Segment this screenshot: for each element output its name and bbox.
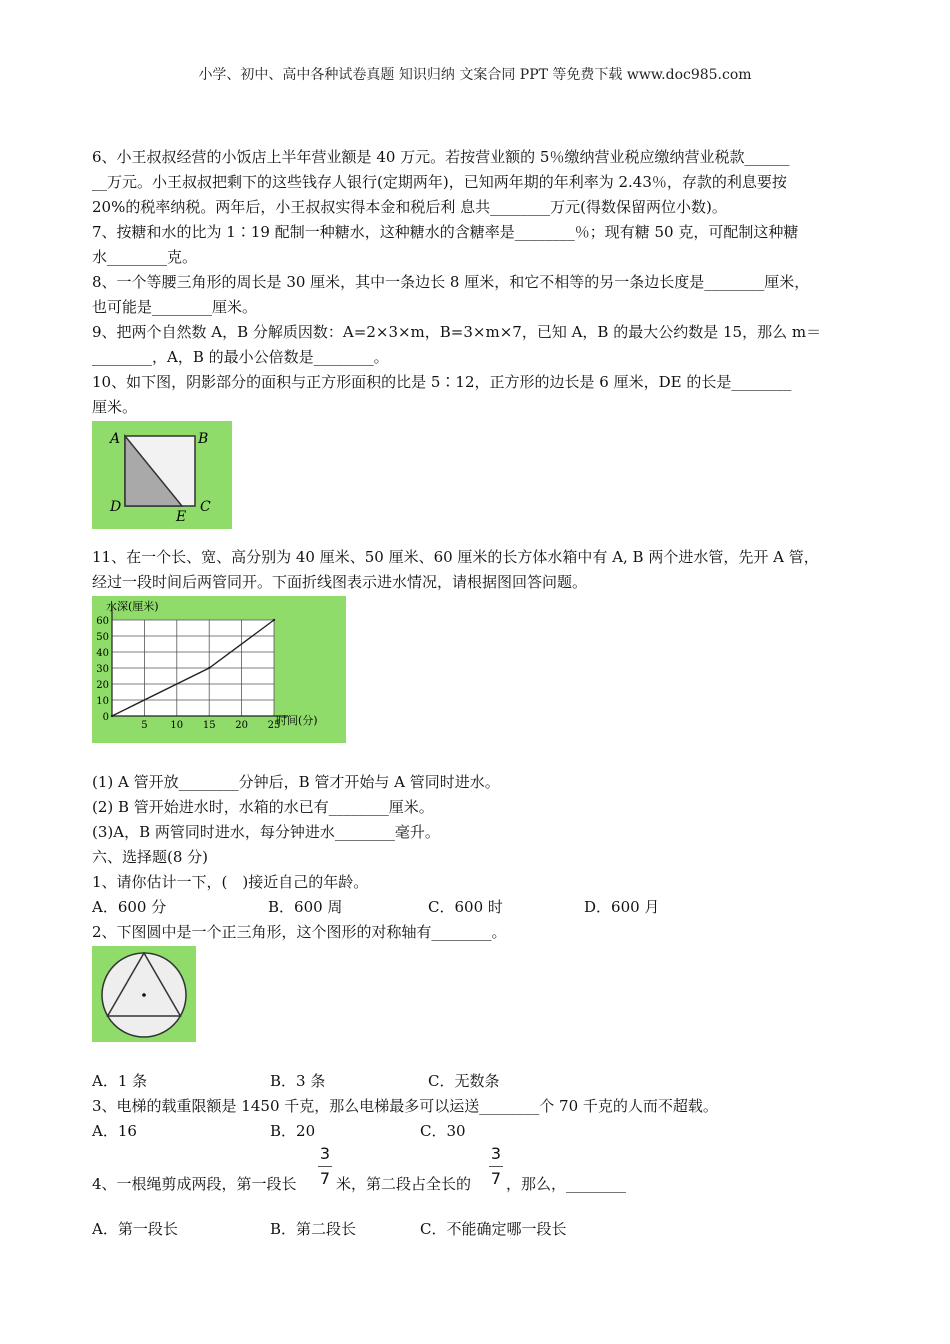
chart-svg [92,596,346,743]
q11-sub-2: (2) B 管开始进水时，水箱的水已有________厘米。 [92,798,434,816]
q7-line-2: 水________克。 [92,248,198,266]
chart-ytick-label: 10 [96,696,109,707]
fraction-2-numerator: 3 [490,1144,502,1163]
fraction-2 [489,1144,503,1189]
chart-xtick-label: 20 [235,720,248,731]
square-figure [92,421,232,529]
section-title: 六、选择题(8 分) [92,848,209,866]
q4-option-c: C．不能确定哪一段长 [420,1220,567,1238]
q8-line-2: 也可能是________厘米。 [92,298,258,316]
label-a: A [110,431,121,447]
water-depth-chart [92,596,346,743]
choice-q3: 3、电梯的载重限额是 1450 千克，那么电梯最多可以运送________个 70 千克的人而不超载。 [92,1097,718,1115]
chart-ytick-label: 0 [102,712,109,723]
fraction-1-bar [318,1166,332,1167]
center-dot [142,993,146,997]
q8-line-1: 8、一个等腰三角形的周长是 30 厘米，其中一条边长 8 厘米，和它不相等的另一条边长度是________厘米， [92,273,810,291]
fraction-1-denominator: 7 [319,1169,331,1188]
q6-line-3: 20%的税率纳税。两年后，小王叔叔实得本金和税后利 息共________万元(得数保留两位小数)。 [92,198,727,216]
chart-xtick-label: 10 [170,720,184,731]
q2-option-c: C．无数条 [428,1072,500,1090]
q11-line-2: 经过一段时间后两管同开。下面折线图表示进水情况，请根据图回答问题。 [92,573,588,591]
chart-ytick-label: 20 [96,680,109,691]
q6-line-1: 6、小王叔叔经营的小饭店上半年营业额是 40 万元。若按营业额的 5％缴纳营业税应缴纳营业税款______ [92,148,790,166]
q2-option-b: B．3 条 [270,1072,326,1090]
q9-line-1: 9、把两个自然数 A，B 分解质因数：A=2×3×m，B=3×m×7，已知 A，B 的最大公约数是 15，那么 m＝ [92,323,822,341]
chart-ytick-label: 40 [96,648,109,659]
fraction-2-bar [489,1166,503,1167]
q2-option-a: A．1 条 [92,1072,148,1090]
label-b: B [198,431,209,447]
q4-text-1: 4、一根绳剪成两段，第一段长 [92,1175,297,1193]
square-figure-svg [92,421,232,529]
chart-xtick-label: 25 [267,720,281,731]
chart-ytick-label: 30 [96,664,109,675]
q1-option-c: C．600 时 [428,898,503,916]
chart-xtick-label: 15 [202,720,216,731]
fraction-1 [318,1144,332,1189]
chart-data-point [208,667,210,669]
fraction-2-denominator: 7 [490,1169,502,1188]
chart-ytick-label: 50 [96,632,109,643]
q1-option-a: A．600 分 [92,898,167,916]
label-c: C [200,499,211,515]
chart-data-point [111,715,113,717]
q1-option-d: D．600 月 [584,898,660,916]
q11-sub-3: (3)A，B 两管同时进水，每分钟进水________毫升。 [92,823,440,841]
page-header: 小学、初中、高中各种试卷真题 知识归纳 文案合同 PPT 等免费下载 www.doc985.com [198,67,752,83]
chart-data-point [273,619,275,621]
label-e: E [176,509,187,525]
choice-q1: 1、请你估计一下，( )接近自己的年龄。 [92,873,369,891]
chart-ylabel: 水深(厘米) [106,600,159,613]
q3-option-a: A．16 [92,1122,137,1140]
q10-line-2: 厘米。 [92,398,138,416]
circle-triangle-svg [92,946,196,1042]
q3-option-c: C．30 [420,1122,466,1140]
q11-sub-1: (1) A 管开放________分钟后，B 管才开始与 A 管同时进水。 [92,773,500,791]
chart-xtick-label: 5 [141,720,148,731]
q4-text-2: 米，第二段占全长的 [336,1175,472,1193]
label-d: D [110,499,122,515]
q10-line-1: 10、如下图，阴影部分的面积与正方形面积的比是 5∶12，正方形的边长是 6 厘米，DE 的长是________ [92,373,792,391]
q1-option-b: B．600 周 [268,898,343,916]
chart-xlabel: 时间(分) [276,714,318,727]
choice-q2: 2、下图圆中是一个正三角形，这个图形的对称轴有________。 [92,923,507,941]
q4-text-3: ，那么，________ [506,1175,627,1193]
q6-line-2: __万元。小王叔叔把剩下的这些钱存人银行(定期两年)，已知两年期的年利率为 2.43％，存款的利息要按 [92,173,787,191]
q9-line-2: ________，A，B 的最小公倍数是________。 [92,348,389,366]
circle-triangle-figure [92,946,196,1042]
q4-option-a: A．第一段长 [92,1220,178,1238]
chart-ytick-label: 60 [96,616,109,627]
q7-line-1: 7、按糖和水的比为 1∶19 配制一种糖水，这种糖水的含糖率是________％；现有糖 50 克，可配制这种糖 [92,223,799,241]
fraction-1-numerator: 3 [319,1144,331,1163]
q11-line-1: 11、在一个长、宽、高分别为 40 厘米、50 厘米、60 厘米的长方体水箱中有 A, B 两个进水管，先开 A 管， [92,548,819,566]
q4-option-b: B．第二段长 [270,1220,357,1238]
q3-option-b: B．20 [270,1122,316,1140]
